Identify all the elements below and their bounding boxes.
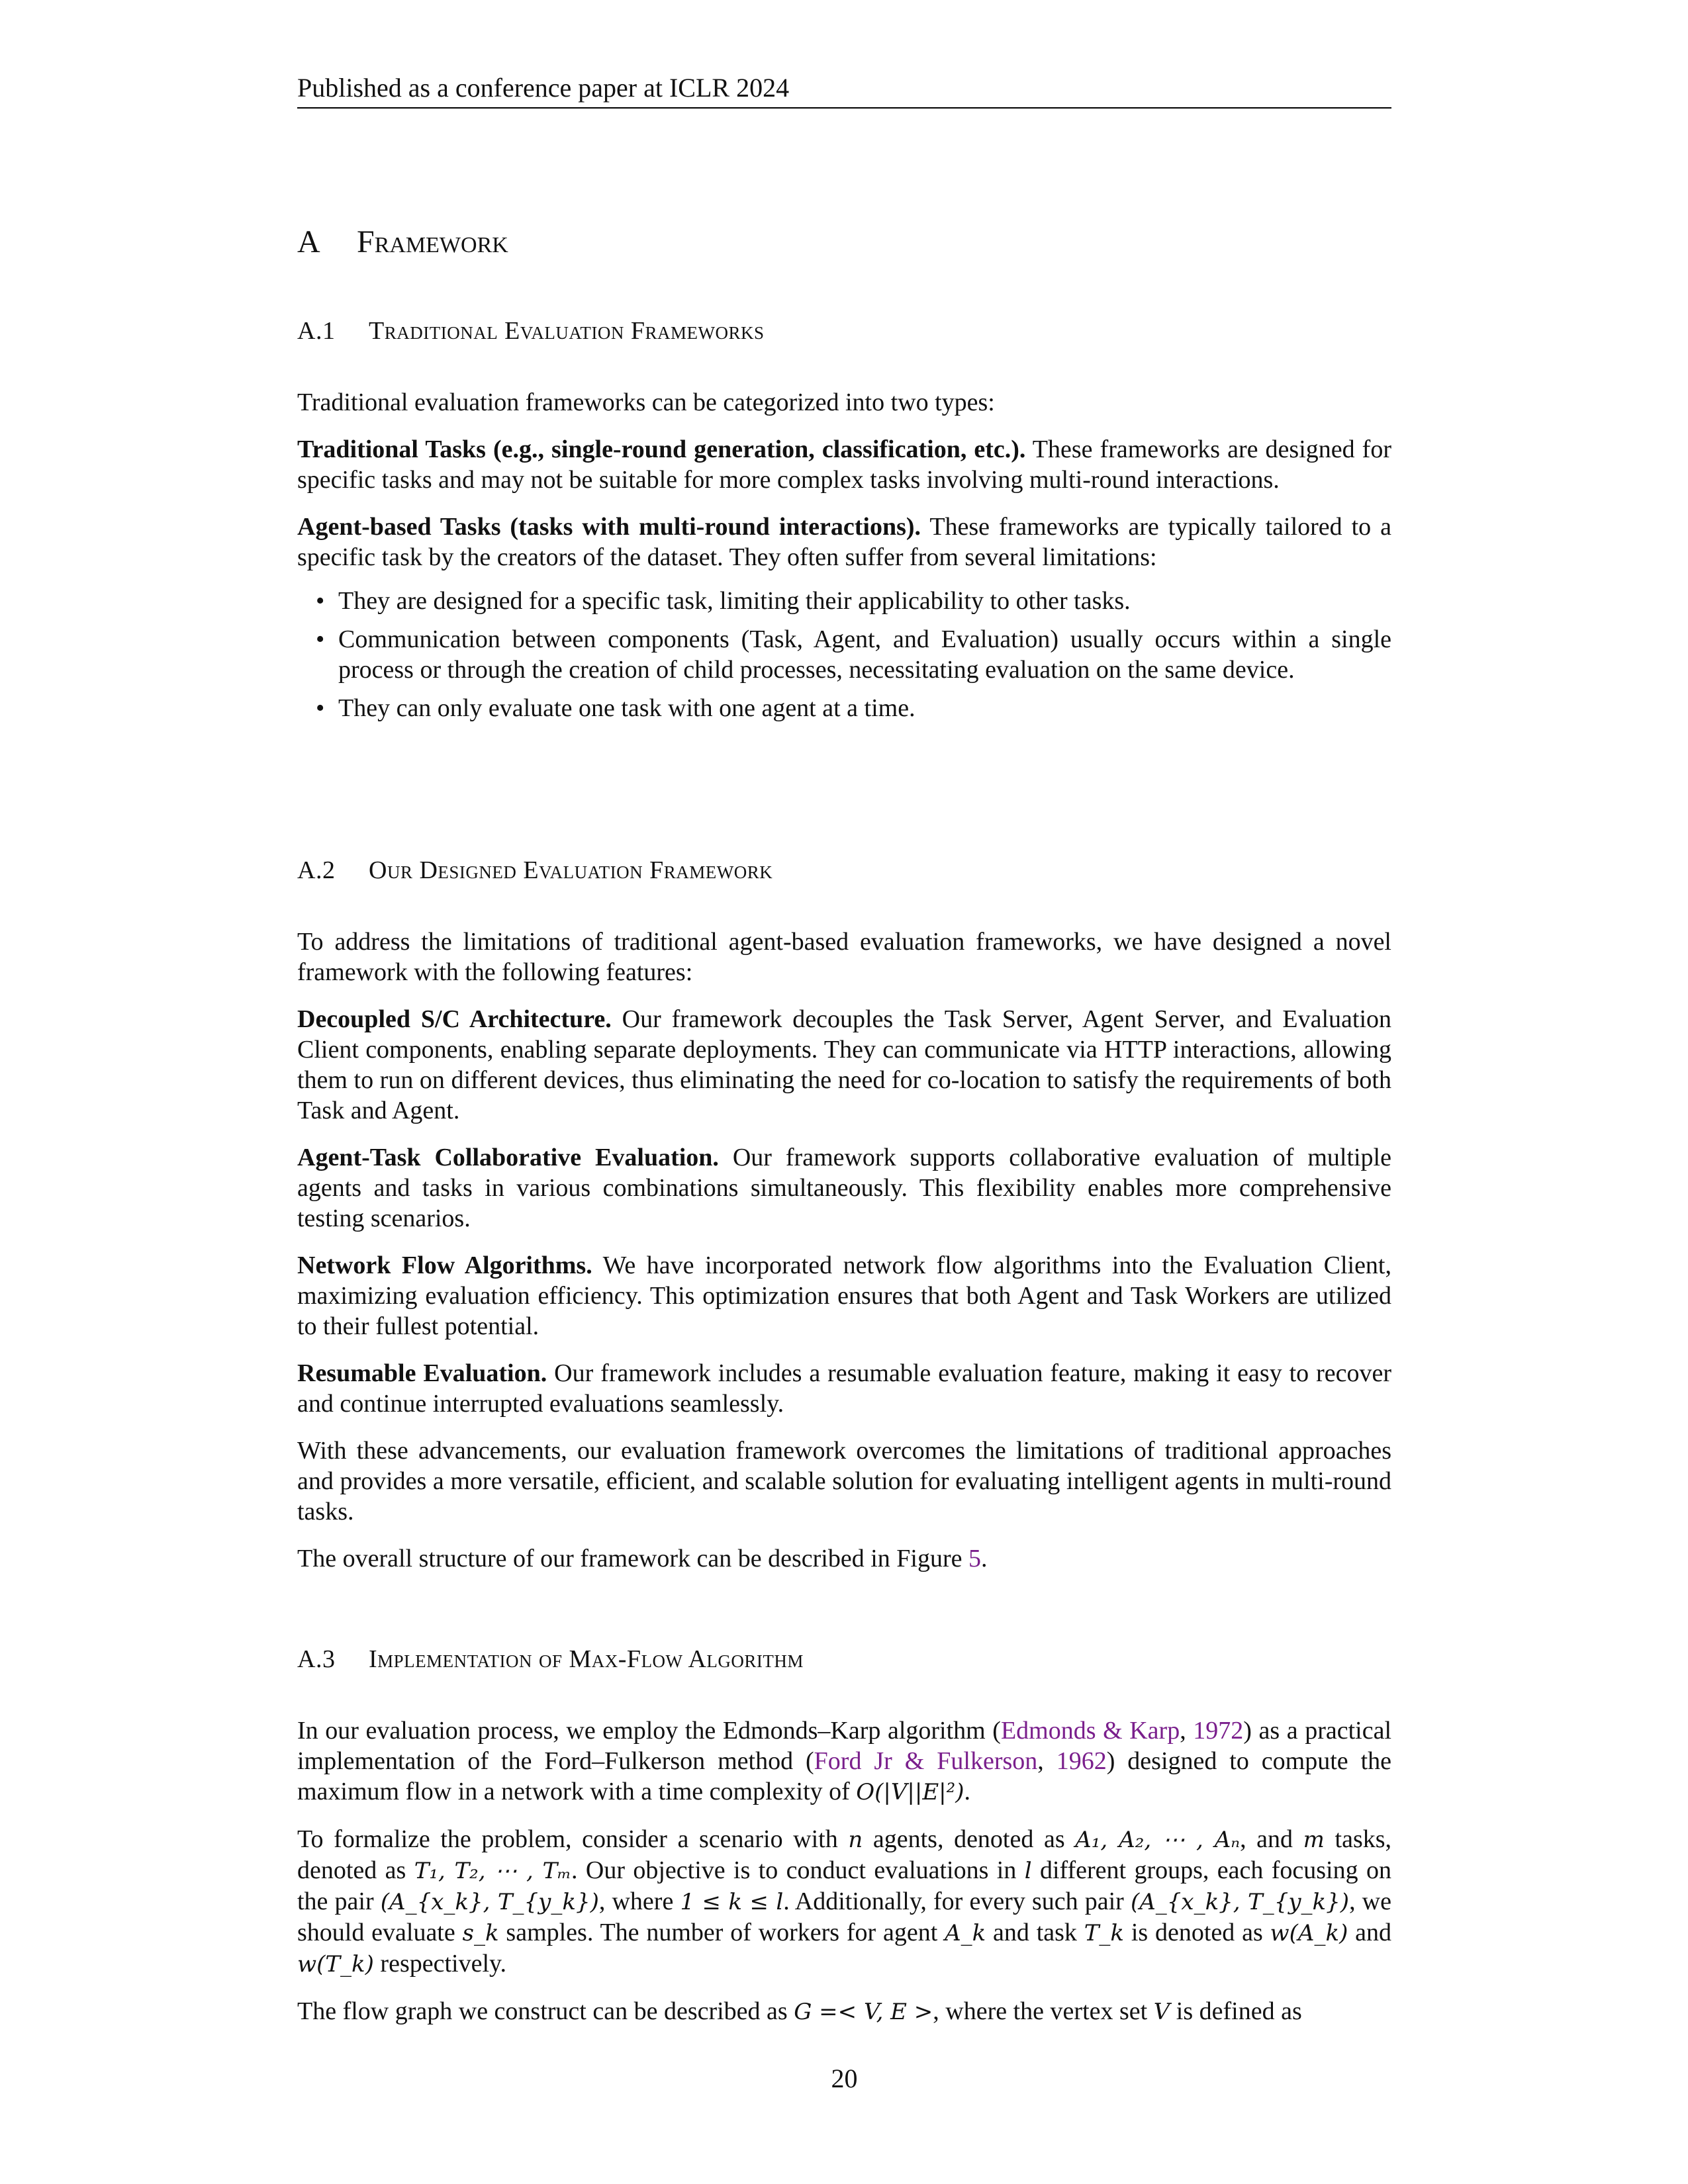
network-flow-paragraph	[297, 1250, 1391, 1342]
math-agents: A₁, A₂, ⋯ , Aₙ	[1075, 1827, 1241, 1853]
section-a1-body	[297, 387, 1391, 723]
decoupled-body: Our framework decouples the Task Server, Agent Server, and Evaluation Client components, enabling separate deployments. They can communicate via HTTP interactions, allowing them to run on different devices, thus eliminating the need for co-location to satisfy the requirements of both Task and Agent.	[297, 1005, 1392, 1124]
collaborative-paragraph	[297, 1142, 1391, 1234]
traditional-tasks-lead: Traditional Tasks (e.g., single-round generation, classification, etc.).	[297, 435, 1026, 463]
math-pair: (A_{x_k}, T_{y_k})	[1130, 1889, 1350, 1915]
text-run: is denoted as	[1124, 1919, 1270, 1946]
math-wak: w(A_k)	[1270, 1920, 1348, 1946]
subsection-title: Our Designed Evaluation Framework	[369, 856, 773, 884]
math-l: l	[1024, 1858, 1032, 1884]
text-run: , we should evaluate	[297, 1888, 1391, 1946]
page-number: 20	[831, 2064, 858, 2093]
traditional-tasks-paragraph	[297, 434, 1391, 495]
math-pair: (A_{x_k}, T_{y_k})	[380, 1889, 599, 1915]
text-run: . Additionally, for every such pair	[783, 1888, 1131, 1915]
a1-intro-paragraph: Traditional evaluation frameworks can be categorized into two types:	[297, 388, 995, 416]
math-m: m	[1303, 1827, 1325, 1853]
math-wtk: w(T_k)	[297, 1951, 374, 1978]
math-n: n	[848, 1827, 863, 1853]
math-tasks: T₁, T₂, ⋯ , Tₘ	[414, 1858, 572, 1884]
subsection-number: A.3	[297, 1645, 336, 1673]
text-run: samples. The number of workers for agent	[498, 1919, 945, 1946]
advancements-paragraph: With these advancements, our evaluation framework overcomes the limitations of traditional approaches and provides a more versatile, efficient, and scalable solution for evaluating intelligent agents in multi-round tasks.	[297, 1437, 1391, 1525]
text-run: , where the vertex set	[933, 1997, 1154, 2025]
agent-tasks-paragraph	[297, 512, 1391, 572]
text-run: tasks, denoted as	[297, 1825, 1392, 1884]
text-run: ,	[1180, 1717, 1194, 1745]
citation-ford-fulkerson-authors[interactable]: Ford Jr & Fulkerson	[814, 1747, 1038, 1775]
limitations-list	[297, 586, 1391, 723]
section-heading-a	[297, 222, 508, 262]
section-number: A	[297, 224, 320, 259]
list-item: • They can only evaluate one task with one agent at a time.	[338, 693, 1391, 723]
citation-edmonds-karp-year[interactable]: 1972	[1193, 1717, 1244, 1745]
text-run: The flow graph we construct can be described as	[297, 1997, 794, 2025]
collaborative-body: Our framework supports collaborative evaluation of multiple agents and tasks in various combinations simultaneously. This flexibility enables more comprehensive testing scenarios.	[297, 1144, 1391, 1232]
text-run: ,	[1037, 1747, 1056, 1775]
text-run: To formalize the problem, consider a scenario with	[297, 1825, 849, 1853]
text-run: In our evaluation process, we employ the Edmonds–Karp algorithm (	[297, 1717, 1001, 1745]
citation-edmonds-karp-authors[interactable]: Edmonds & Karp	[1000, 1717, 1180, 1745]
running-header: Published as a conference paper at ICLR 2024	[297, 71, 1391, 109]
math-range: 1 ≤ k ≤ l	[680, 1889, 784, 1915]
figure-reference-link[interactable]: 5	[968, 1545, 981, 1572]
overall-structure-paragraph	[297, 1543, 1391, 1574]
overall-structure-text: The overall structure of our framework can be described in Figure	[297, 1545, 962, 1572]
text-run: . Our objective is to conduct evaluations in	[571, 1856, 1025, 1884]
text-run: agents, denoted as	[863, 1825, 1076, 1853]
text-run: and	[1348, 1919, 1392, 1946]
text-run: is defined as	[1170, 1997, 1302, 2025]
network-flow-body: We have incorporated network flow algorithms into the Evaluation Client, maximizing evaluation efficiency. This optimization ensures that both Agent and Task Workers are utilized to their fullest potential.	[297, 1251, 1391, 1340]
flow-graph-paragraph	[297, 1996, 1391, 2027]
agent-tasks-lead: Agent-based Tasks (tasks with multi-round interactions).	[297, 513, 921, 541]
complexity-formula: O(|V||E|²)	[856, 1779, 964, 1805]
text-run: different groups, each focusing on the pair	[297, 1856, 1391, 1915]
network-flow-lead: Network Flow Algorithms.	[297, 1251, 592, 1279]
text-run: .	[964, 1778, 971, 1805]
a2-intro-paragraph: To address the limitations of traditional agent-based evaluation frameworks, we have designed a novel framework with the following features:	[297, 928, 1391, 986]
section-title: Framework	[357, 224, 508, 259]
text-run: and task	[986, 1919, 1084, 1946]
resumable-body: Our framework includes a resumable evaluation feature, making it easy to recover and continue interrupted evaluations seamlessly.	[297, 1359, 1392, 1418]
edmonds-karp-paragraph	[297, 1715, 1391, 1807]
text-run: , and	[1240, 1825, 1303, 1853]
period: .	[981, 1545, 988, 1572]
math-graph: G =< V, E >	[794, 1999, 933, 2025]
math-vertex-set: V	[1153, 1999, 1170, 2025]
text-run: ) designed to compute the maximum flow in a network with a time complexity of	[297, 1747, 1391, 1805]
math-tk: T_k	[1084, 1920, 1125, 1946]
resumable-paragraph	[297, 1358, 1391, 1419]
subsection-title: Traditional Evaluation Frameworks	[369, 317, 765, 345]
agent-tasks-body: These frameworks are typically tailored to a specific task by the creators of the dataset. They often suffer from several limitations:	[297, 513, 1391, 571]
list-item: • They are designed for a specific task, limiting their applicability to other tasks.	[338, 586, 1391, 616]
collaborative-lead: Agent-Task Collaborative Evaluation.	[297, 1144, 719, 1171]
traditional-tasks-body: These frameworks are designed for specific tasks and may not be suitable for more complex tasks involving multi-round interactions.	[297, 435, 1391, 494]
list-item: • Communication between components (Task, Agent, and Evaluation) usually occurs within a single process or through the creation of child processes, necessitating evaluation on the same device.	[338, 624, 1391, 685]
subsection-number: A.1	[297, 317, 336, 345]
formalization-paragraph	[297, 1824, 1391, 1979]
text-run: ) as a practical implementation of the Ford–Fulkerson method (	[297, 1717, 1392, 1775]
text-run: respectively.	[373, 1950, 507, 1978]
math-sk: s_k	[462, 1920, 499, 1946]
citation-ford-fulkerson-year[interactable]: 1962	[1056, 1747, 1107, 1775]
math-ak: A_k	[945, 1920, 986, 1946]
subsection-heading-a2	[297, 854, 773, 886]
subsection-number: A.2	[297, 856, 336, 884]
section-a3-body	[297, 1715, 1391, 2027]
subsection-heading-a3	[297, 1643, 804, 1675]
resumable-lead: Resumable Evaluation.	[297, 1359, 547, 1387]
subsection-heading-a1	[297, 315, 765, 347]
decoupled-lead: Decoupled S/C Architecture.	[297, 1005, 612, 1033]
decoupled-paragraph	[297, 1004, 1391, 1126]
subsection-title: Implementation of Max-Flow Algorithm	[369, 1645, 804, 1673]
text-run: , where	[598, 1888, 680, 1915]
section-a2-body	[297, 927, 1391, 1574]
